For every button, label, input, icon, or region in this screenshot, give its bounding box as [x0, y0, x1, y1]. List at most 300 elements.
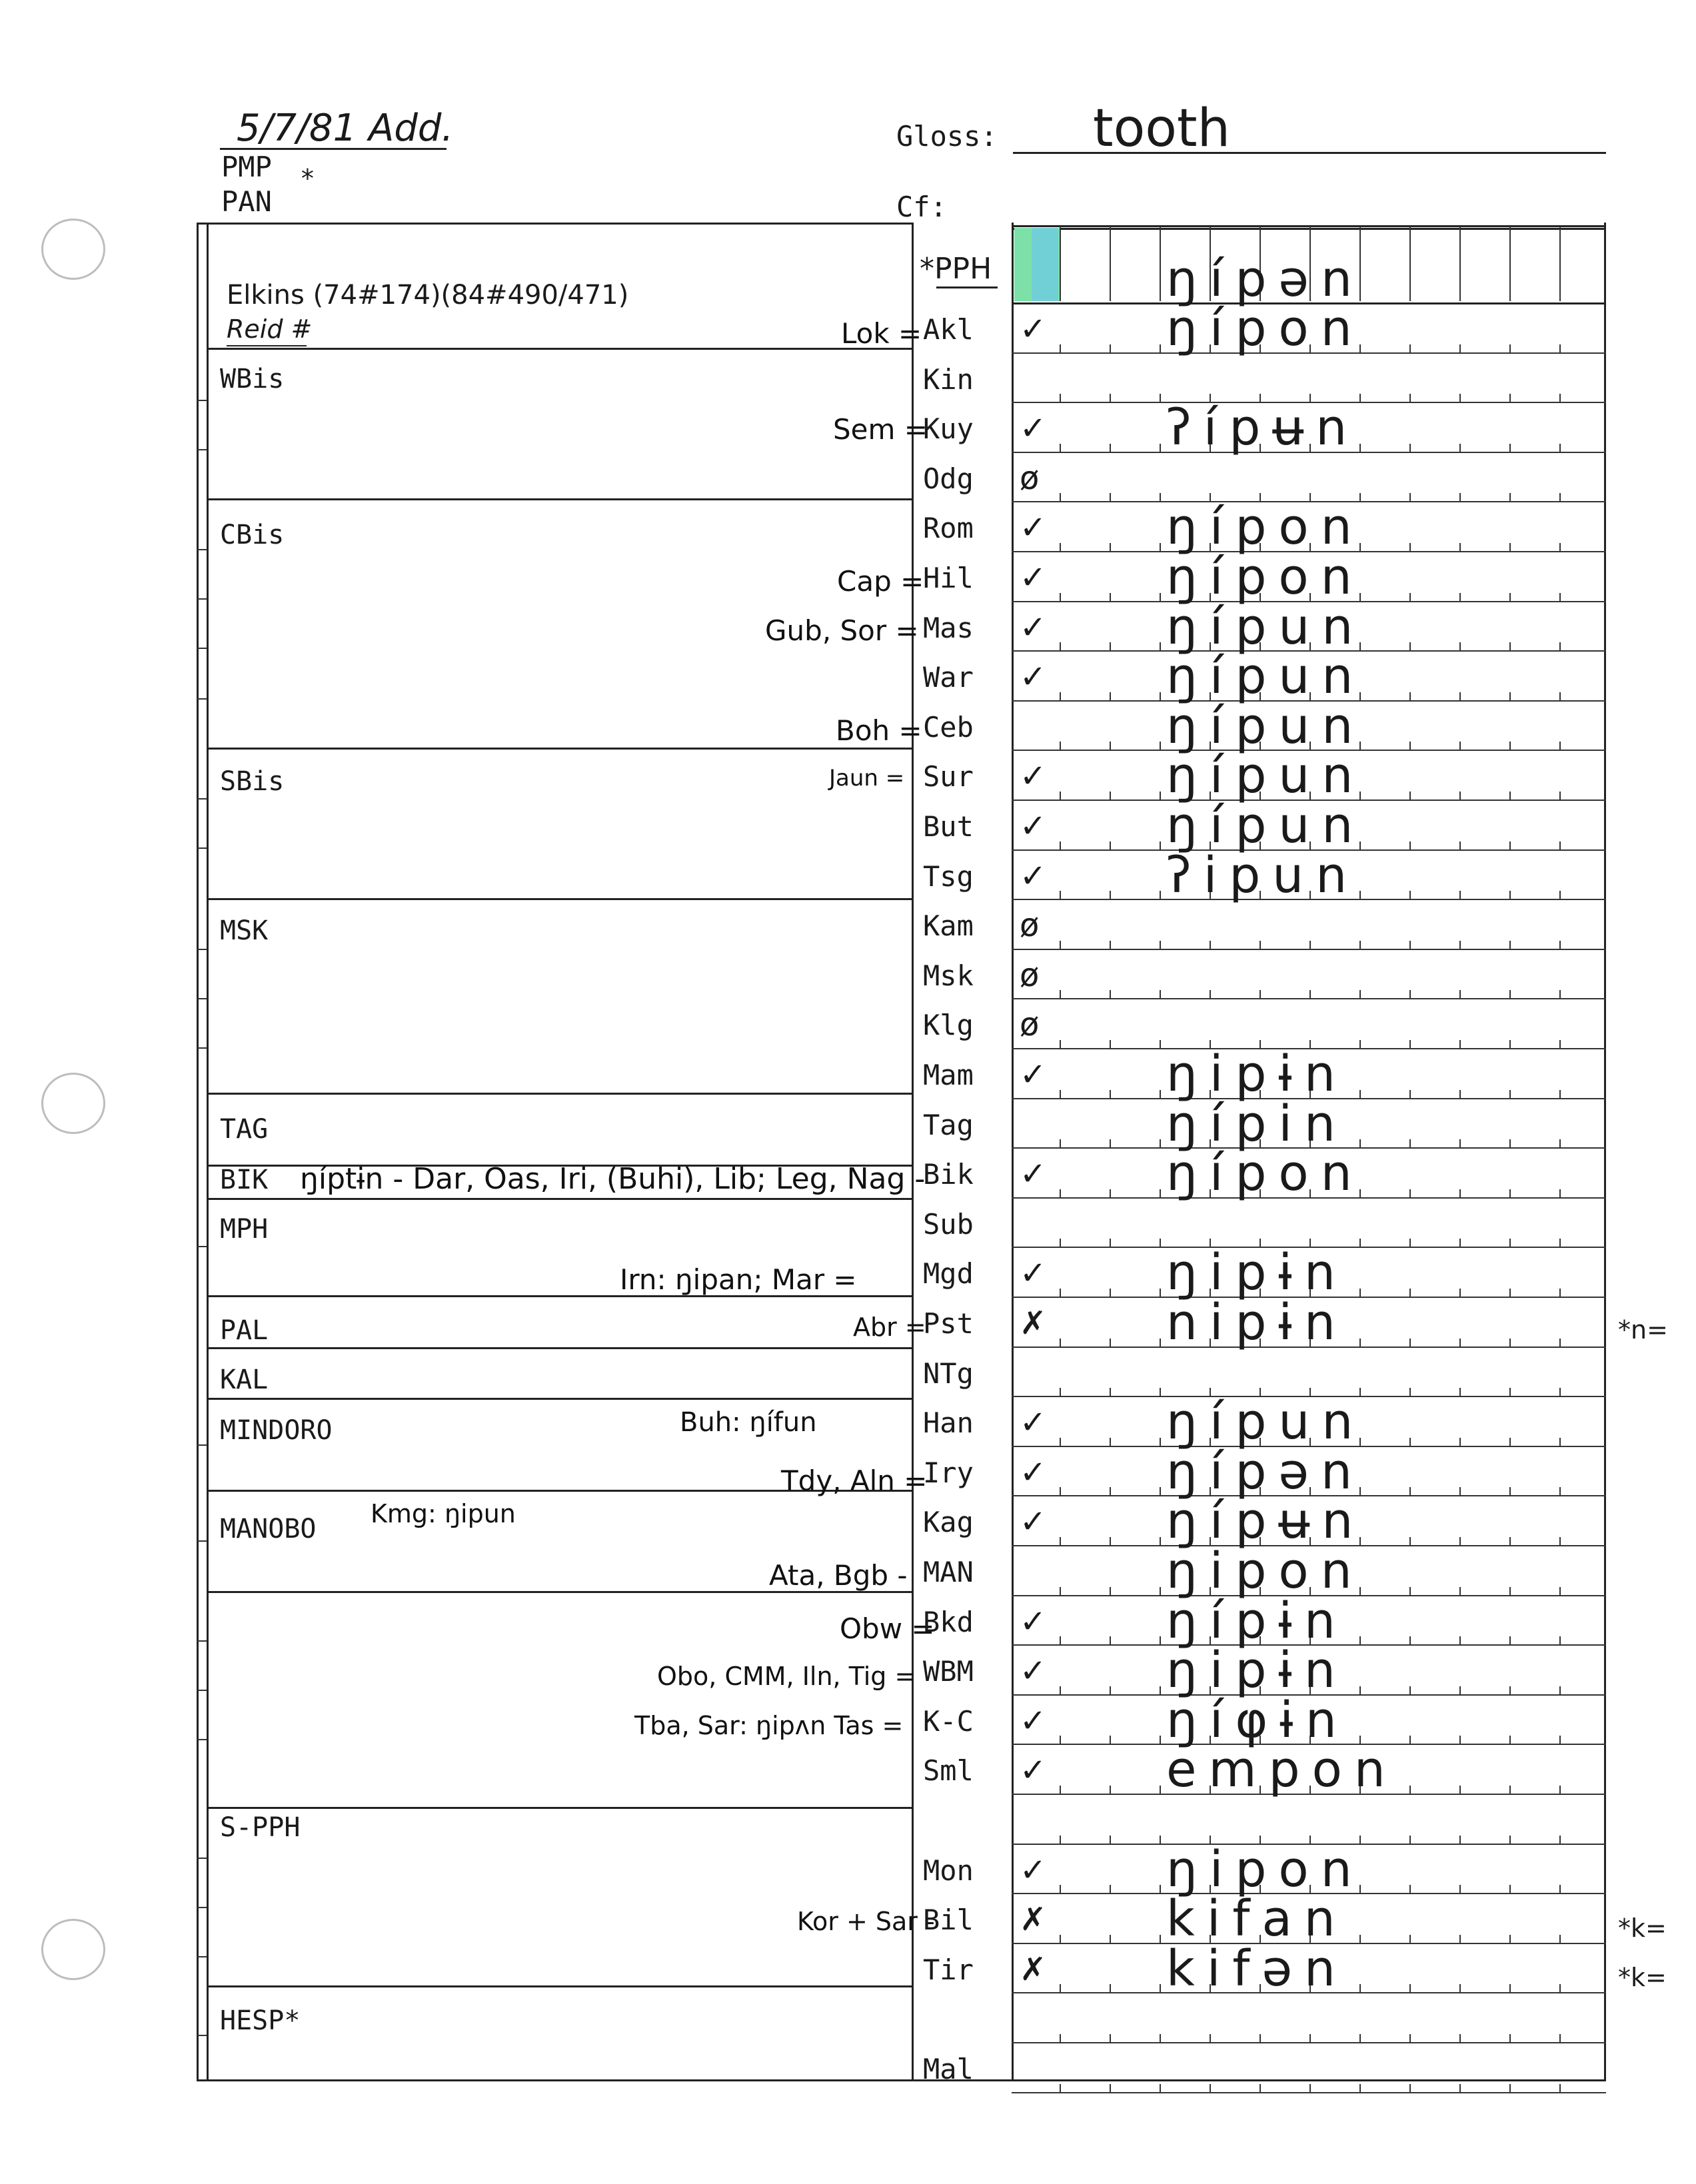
row-tick: [1459, 1786, 1461, 1794]
check-mark: ø: [1020, 956, 1040, 994]
row-tick: [1409, 543, 1411, 551]
row-tick: [1110, 1289, 1111, 1297]
row-tick: [1509, 1487, 1511, 1495]
row-tick: [1110, 1189, 1111, 1197]
row-tick: [1359, 1239, 1361, 1247]
row-tick: [1110, 344, 1111, 352]
divider: [207, 348, 912, 350]
grid-cell: [1559, 227, 1561, 301]
row-tick: [1509, 1636, 1511, 1644]
row-tick: [1459, 1686, 1461, 1694]
row-tick: [1559, 1189, 1561, 1197]
row-tick: [1160, 1885, 1161, 1893]
check-mark: ✗: [1020, 1950, 1047, 1988]
row-tick: [1160, 2084, 1161, 2092]
row-tick: [1160, 344, 1161, 352]
group-hesp: HESP*: [220, 2005, 301, 2036]
row-tick: [1509, 593, 1511, 601]
row-tick: [1309, 990, 1311, 998]
divider: [220, 148, 446, 150]
check-mark: ✓: [1020, 310, 1047, 348]
row-tick: [1359, 1935, 1361, 1943]
reflex-form: ŋípin: [1166, 1095, 1347, 1153]
check-mark: ø: [1020, 907, 1040, 945]
divider: [207, 223, 209, 2081]
row-tick: [1060, 593, 1061, 601]
row-tick: [1559, 493, 1561, 501]
language-code: Kag: [923, 1506, 974, 1539]
row-tick: [1110, 1239, 1111, 1247]
language-code: Mal: [923, 2053, 974, 2085]
note-boh: Boh =: [836, 714, 922, 747]
divider: [1012, 228, 1606, 230]
row-tick: [1459, 344, 1461, 352]
row-tick: [1260, 2084, 1261, 2092]
row-tick: [1559, 792, 1561, 800]
language-code: Klg: [923, 1009, 974, 1042]
divider: [207, 1985, 912, 1987]
row-tick: [1459, 1239, 1461, 1247]
grid-cell: [1160, 227, 1161, 301]
row-tick: [1409, 1736, 1411, 1744]
row-tick: [1110, 1388, 1111, 1396]
note-kmg: Kmg: ŋipun: [371, 1499, 516, 1528]
row-tick: [1409, 493, 1411, 501]
row-tick: [1509, 742, 1511, 750]
row-tick: [1110, 742, 1111, 750]
reflex-form: ŋípon: [1166, 498, 1364, 556]
row-tick: [1559, 1736, 1561, 1744]
row-tick: [1359, 2034, 1361, 2042]
row-tick: [1409, 941, 1411, 949]
proto-label: *PPH: [920, 252, 992, 286]
row-tick: [1459, 1487, 1461, 1495]
row-tick: [1110, 493, 1111, 501]
row-tick: [1559, 1537, 1561, 1545]
check-mark: ✗: [1020, 1305, 1047, 1342]
row-tick: [1110, 1040, 1111, 1048]
row-tick: [1509, 1339, 1511, 1347]
row-tick: [1559, 1239, 1561, 1247]
note-bil-margin: *k=: [1618, 1913, 1667, 1943]
check-mark: ✓: [1020, 1702, 1047, 1740]
group-sbis: SBis: [220, 766, 285, 797]
language-code: Han: [923, 1406, 974, 1440]
group-kal: KAL: [220, 1365, 269, 1395]
note-buh: Buh: ŋífun: [680, 1407, 817, 1438]
row-tick: [1060, 1686, 1061, 1694]
row-tick: [1110, 1438, 1111, 1446]
reflex-form: ŋíφɨn: [1166, 1691, 1349, 1749]
row-tick: [1559, 1935, 1561, 1943]
row-tick: [1210, 2084, 1211, 2092]
proto-form: ŋípən: [1166, 251, 1364, 308]
check-mark: ✓: [1020, 1752, 1047, 1790]
row-tick: [1509, 394, 1511, 402]
row-tick: [1459, 1984, 1461, 1992]
row-tick: [1559, 692, 1561, 700]
row-tick: [1359, 1636, 1361, 1644]
row-tick: [1110, 593, 1111, 601]
group-pal: PAL: [220, 1315, 269, 1346]
row-tick: [1459, 642, 1461, 650]
row-tick: [1160, 1935, 1161, 1943]
row-tick: [1110, 543, 1111, 551]
row-tick: [1060, 642, 1061, 650]
row-tick: [1060, 1984, 1061, 1992]
row-tick: [1459, 1339, 1461, 1347]
gloss-value: tooth: [1093, 99, 1231, 159]
row-tick: [1459, 1935, 1461, 1943]
row-tick: [1509, 1289, 1511, 1297]
row-tick: [1559, 444, 1561, 452]
row-tick: [1110, 1090, 1111, 1098]
language-code: Ceb: [923, 710, 974, 744]
group-wbis: WBis: [220, 364, 285, 394]
row-tick: [1160, 642, 1161, 650]
divider: [207, 898, 912, 900]
row-tick: [1359, 1686, 1361, 1694]
row-tick: [1160, 792, 1161, 800]
row-tick: [1160, 1438, 1161, 1446]
row-tick: [1160, 1587, 1161, 1595]
note-tba: Tba, Sar: ŋipʌn Tas =: [634, 1711, 904, 1740]
grid-cell: [1110, 227, 1111, 301]
row-tick: [1559, 394, 1561, 402]
row-tick: [1509, 493, 1511, 501]
row-tick: [1110, 1587, 1111, 1595]
row-tick: [1160, 1289, 1161, 1297]
row-tick: [1409, 1189, 1411, 1197]
row-tick: [1459, 1736, 1461, 1744]
row-tick: [1110, 692, 1111, 700]
highlight-marker: [1032, 228, 1058, 301]
row-tick: [1060, 1636, 1061, 1644]
row-tick: [1160, 742, 1161, 750]
note-tdy: Tdy, Aln =: [781, 1464, 928, 1497]
row-tick: [1060, 1487, 1061, 1495]
row-tick: [1110, 1139, 1111, 1147]
language-code: Bik: [923, 1158, 974, 1191]
row-tick: [1509, 1587, 1511, 1595]
row-tick: [1110, 792, 1111, 800]
binder-hole: [41, 219, 105, 280]
reflex-form: ŋípən: [1166, 1442, 1364, 1500]
row-tick: [1359, 1339, 1361, 1347]
row-tick: [1509, 1090, 1511, 1098]
row-tick: [1110, 1836, 1111, 1844]
row-tick: [1160, 2034, 1161, 2042]
row-tick: [1160, 1339, 1161, 1347]
row-tick: [1509, 2084, 1511, 2092]
row-tick: [1409, 1786, 1411, 1794]
row-tick: [1060, 1239, 1061, 1247]
row-tick: [1110, 891, 1111, 899]
check-mark: ✓: [1020, 1155, 1047, 1193]
row-tick: [1160, 493, 1161, 501]
binder-hole: [41, 1919, 105, 1980]
check-mark: ø: [1020, 1006, 1040, 1044]
note-bik: ŋíptɨn - Dar, Oas, Iri, (Buhi), Lib; Leg, Nag -: [300, 1162, 926, 1196]
pmp-star: *: [300, 164, 315, 193]
reflex-form: ŋípun: [1166, 598, 1365, 656]
binder-hole: [41, 1073, 105, 1134]
row-tick: [1160, 891, 1161, 899]
row-tick: [1559, 1786, 1561, 1794]
row-tick: [1509, 990, 1511, 998]
reflex-form: empon: [1166, 1741, 1397, 1799]
check-mark: ✓: [1020, 1453, 1047, 1491]
group-msk: MSK: [220, 915, 269, 946]
row-tick: [1359, 1090, 1361, 1098]
row-tick: [1160, 692, 1161, 700]
row-tick: [1459, 1189, 1461, 1197]
row-tick: [1160, 1636, 1161, 1644]
language-code: Akl: [923, 313, 974, 346]
row-tick: [1160, 990, 1161, 998]
row-tick: [1559, 1388, 1561, 1396]
row-tick: [1409, 1090, 1411, 1098]
row-tick: [1509, 1139, 1511, 1147]
row-tick: [1559, 941, 1561, 949]
row-tick: [1559, 742, 1561, 750]
row-tick: [1459, 692, 1461, 700]
grid-cell: [1509, 227, 1511, 301]
reflex-form: ŋípɨn: [1166, 1592, 1347, 1650]
check-mark: ✗: [1020, 1901, 1047, 1939]
row-tick: [1459, 1587, 1461, 1595]
cf-label: Cf:: [896, 191, 947, 223]
group-mindoro: MINDORO: [220, 1415, 333, 1446]
row-tick: [1509, 1935, 1511, 1943]
divider: [207, 1198, 912, 1200]
row-tick: [1160, 1189, 1161, 1197]
reflex-form: ŋípun: [1166, 648, 1365, 706]
row-tick: [1509, 1686, 1511, 1694]
row-tick: [1409, 841, 1411, 849]
check-mark: ✓: [1020, 1652, 1047, 1690]
row-tick: [1459, 1438, 1461, 1446]
row-tick: [1509, 2034, 1511, 2042]
language-code: Tsg: [923, 859, 974, 893]
row-tick: [1509, 543, 1511, 551]
row-tick: [1060, 2084, 1061, 2092]
reflex-form: ŋípun: [1166, 797, 1365, 854]
row-tick: [1110, 1487, 1111, 1495]
row-tick: [1409, 1686, 1411, 1694]
row-tick: [1459, 493, 1461, 501]
row-tick: [1160, 1686, 1161, 1694]
row-tick: [1110, 1885, 1111, 1893]
row-tick: [1559, 1885, 1561, 1893]
check-mark: ✓: [1020, 608, 1047, 646]
note-ata: Ata, Bgb -: [769, 1559, 908, 1592]
divider: [207, 498, 912, 500]
language-code: But: [923, 810, 974, 843]
row-tick: [1060, 1339, 1061, 1347]
row-tick: [1309, 941, 1311, 949]
row-tick: [1110, 1339, 1111, 1347]
check-mark: ✓: [1020, 410, 1047, 448]
reflex-form: ŋípon: [1166, 1145, 1364, 1203]
row-tick: [1559, 2034, 1561, 2042]
group-mph: MPH: [220, 1214, 269, 1245]
row-tick: [1060, 1388, 1061, 1396]
row-tick: [1459, 1388, 1461, 1396]
row-tick: [1559, 1339, 1561, 1347]
check-mark: ✓: [1020, 559, 1047, 596]
row-tick: [1509, 444, 1511, 452]
reflex-form: ŋipon: [1166, 1542, 1364, 1600]
row-tick: [1459, 444, 1461, 452]
note-pst-margin: *n=: [1618, 1315, 1668, 1345]
language-code: Msk: [923, 959, 974, 992]
language-code: Kam: [923, 909, 974, 943]
row-tick: [1459, 1885, 1461, 1893]
language-code: Mon: [923, 1854, 974, 1887]
language-code: WBM: [923, 1655, 974, 1688]
row-tick: [1459, 593, 1461, 601]
divider: [207, 748, 912, 750]
language-code: Mas: [923, 611, 974, 644]
row-tick: [1509, 941, 1511, 949]
row-tick: [1559, 1090, 1561, 1098]
gloss-label: Gloss:: [896, 120, 998, 153]
row-tick: [1060, 344, 1061, 352]
note-obo: Obo, CMM, Iln, Tig =: [657, 1662, 916, 1691]
row-tick: [1409, 344, 1411, 352]
grid-cell: [1409, 227, 1411, 301]
row-tick: [1409, 742, 1411, 750]
row-tick: [1110, 2034, 1111, 2042]
row-tick: [1110, 2084, 1111, 2092]
row-tick: [1459, 990, 1461, 998]
check-mark: ✓: [1020, 857, 1047, 895]
reflex-form: ŋipɨn: [1166, 1244, 1347, 1302]
row-tick: [1559, 891, 1561, 899]
row-tick: [1060, 493, 1061, 501]
row-tick: [1559, 642, 1561, 650]
note-lok: Lok =: [841, 317, 922, 350]
language-code: Sml: [923, 1754, 974, 1788]
row-tick: [1459, 2034, 1461, 2042]
row-tick: [1409, 1388, 1411, 1396]
check-mark: ✓: [1020, 1602, 1047, 1640]
source-reid: Reid #: [227, 314, 313, 344]
row-tick: [1509, 642, 1511, 650]
row-tick: [1160, 444, 1161, 452]
row-tick: [1509, 1388, 1511, 1396]
row-tick: [1060, 1587, 1061, 1595]
row-tick: [1559, 1438, 1561, 1446]
row-tick: [1409, 1587, 1411, 1595]
divider: [207, 1093, 912, 1095]
group-manobo: MANOBO: [220, 1514, 317, 1544]
language-code: Kuy: [923, 412, 974, 446]
note-sem: Sem =: [833, 413, 928, 446]
row-tick: [1060, 1189, 1061, 1197]
note-tir-margin: *k=: [1618, 1963, 1667, 1992]
row-tick: [1110, 1537, 1111, 1545]
row-tick: [1060, 1090, 1061, 1098]
row-tick: [1559, 1686, 1561, 1694]
source-elkins: Elkins (74#174)(84#490/471): [227, 280, 629, 310]
row-tick: [1060, 1139, 1061, 1147]
check-mark: ✓: [1020, 1404, 1047, 1442]
row-tick: [1459, 1040, 1461, 1048]
row-tick: [1409, 593, 1411, 601]
row-tick: [1359, 1289, 1361, 1297]
row-tick: [1060, 742, 1061, 750]
language-code: Bil: [923, 1904, 974, 1937]
row-tick: [1060, 1537, 1061, 1545]
row-tick: [1559, 1587, 1561, 1595]
row-tick: [1160, 1139, 1161, 1147]
divider: [207, 1807, 912, 1809]
row-tick: [1409, 1885, 1411, 1893]
note-obw: Obw =: [840, 1612, 935, 1645]
row-tick: [1509, 1836, 1511, 1844]
divider: [207, 1347, 912, 1349]
row-tick: [1559, 1984, 1561, 1992]
row-tick: [1110, 1736, 1111, 1744]
row-tick: [1110, 1984, 1111, 1992]
language-code: Sur: [923, 760, 974, 794]
language-code: Sub: [923, 1207, 974, 1241]
reflex-form: ŋipon: [1166, 1840, 1364, 1898]
language-code: War: [923, 661, 974, 694]
row-tick: [1309, 2084, 1311, 2092]
row-tick: [1110, 1786, 1111, 1794]
group-cbis: CBis: [220, 520, 285, 550]
row-tick: [1260, 941, 1261, 949]
row-tick: [1409, 394, 1411, 402]
grid-cell: [1459, 227, 1461, 301]
row-tick: [1559, 841, 1561, 849]
row-rule: [1012, 2092, 1606, 2093]
row-tick: [1210, 941, 1211, 949]
row-tick: [1409, 1139, 1411, 1147]
row-tick: [1559, 593, 1561, 601]
row-tick: [1409, 1040, 1411, 1048]
row-tick: [1409, 1935, 1411, 1943]
row-tick: [1160, 593, 1161, 601]
language-code: Tir: [923, 1953, 974, 1986]
row-tick: [1359, 990, 1361, 998]
row-tick: [1509, 1189, 1511, 1197]
row-tick: [1160, 1836, 1161, 1844]
row-tick: [1210, 2034, 1211, 2042]
divider: [227, 345, 307, 346]
row-tick: [1409, 2034, 1411, 2042]
row-tick: [1509, 1239, 1511, 1247]
row-tick: [1459, 1139, 1461, 1147]
row-tick: [1509, 1537, 1511, 1545]
row-tick: [1559, 344, 1561, 352]
row-tick: [1060, 841, 1061, 849]
row-tick: [1459, 891, 1461, 899]
reflex-form: ŋípun: [1166, 697, 1365, 755]
row-tick: [1060, 692, 1061, 700]
row-tick: [1409, 1438, 1411, 1446]
group-tag: TAG: [220, 1114, 269, 1145]
reflex-form: ʔípʉn: [1166, 399, 1359, 457]
row-tick: [1459, 1636, 1461, 1644]
row-tick: [1160, 1239, 1161, 1247]
check-mark: ✓: [1020, 1851, 1047, 1889]
row-tick: [1060, 1885, 1061, 1893]
note-abr: Abr =: [853, 1313, 926, 1342]
